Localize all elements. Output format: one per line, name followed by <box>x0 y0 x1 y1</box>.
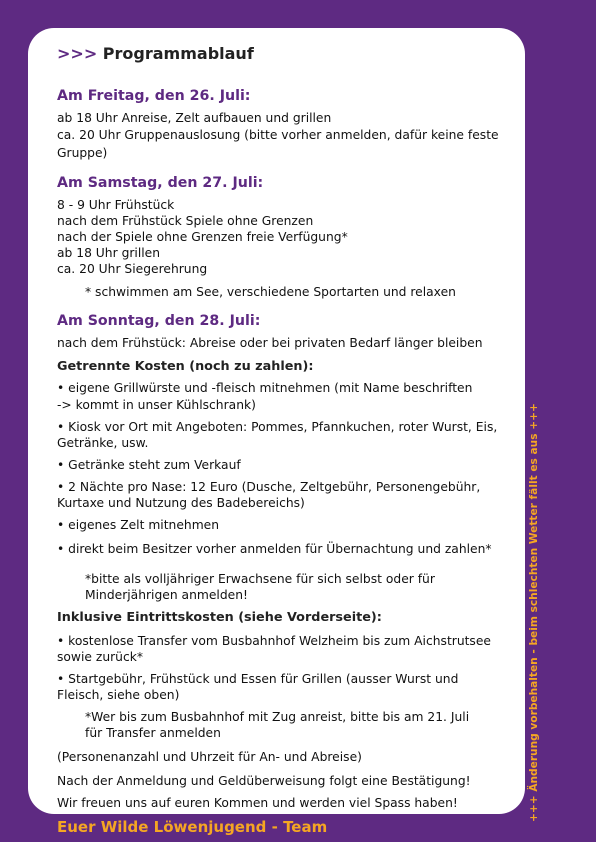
saturday-line: 8 - 9 Uhr Frühstück <box>57 198 175 212</box>
costs-item: • eigenes Zelt mitnehmen <box>57 518 220 532</box>
sunday-line: nach dem Frühstück: Abreise oder bei privaten Bedarf länger bleiben <box>57 336 483 350</box>
title-text: Programmablauf <box>102 44 254 63</box>
costs-heading: Getrennte Kosten (noch zu zahlen): <box>57 359 314 374</box>
friday-line: Gruppe) <box>57 146 108 160</box>
saturday-line: nach der Spiele ohne Grenzen freie Verfügung* <box>57 230 348 244</box>
friday-line: ca. 20 Uhr Gruppenauslosung (bitte vorher anmelden, dafür keine feste <box>57 128 499 142</box>
footer-signature: Euer Wilde Löwenjugend - Team <box>57 818 328 836</box>
saturday-heading: Am Samstag, den 27. Juli: <box>57 175 264 191</box>
sunday-heading: Am Sonntag, den 28. Juli: <box>57 313 261 329</box>
inclusive-heading: Inklusive Eintrittskosten (siehe Vorderseite): <box>57 610 382 625</box>
inclusive-item: • kostenlose Transfer vom Busbahnhof Welzheim bis zum Aichstrutsee <box>57 634 491 648</box>
friday-heading: Am Freitag, den 26. Juli: <box>57 88 251 104</box>
closing-line: (Personenanzahl und Uhrzeit für An- und Abreise) <box>57 750 362 764</box>
saturday-note: * schwimmen am See, verschiedene Sportarten und relaxen <box>85 285 456 299</box>
costs-item: • Kiosk vor Ort mit Angeboten: Pommes, Pfannkuchen, roter Wurst, Eis, <box>57 420 498 434</box>
costs-item: • 2 Nächte pro Nase: 12 Euro (Dusche, Zeltgebühr, Personengebühr, <box>57 480 481 494</box>
closing-line: Nach der Anmeldung und Geldüberweisung folgt eine Bestätigung! <box>57 774 471 788</box>
saturday-line: ab 18 Uhr grillen <box>57 246 161 260</box>
inclusive-item: • Startgebühr, Frühstück und Essen für Grillen (ausser Wurst und <box>57 672 459 686</box>
costs-item: Getränke, usw. <box>57 436 149 450</box>
saturday-line: nach dem Frühstück Spiele ohne Grenzen <box>57 214 314 228</box>
closing-line: Wir freuen uns auf euren Kommen und werden viel Spass haben! <box>57 796 458 810</box>
costs-item: • Getränke steht zum Verkauf <box>57 458 241 472</box>
inclusive-item: Fleisch, siehe oben) <box>57 688 180 702</box>
costs-item: • direkt beim Besitzer vorher anmelden für Übernachtung und zahlen* <box>57 542 492 556</box>
friday-line: ab 18 Uhr Anreise, Zelt aufbauen und grillen <box>57 111 332 125</box>
costs-note: *bitte als volljähriger Erwachsene für sich selbst oder für <box>85 572 435 586</box>
costs-item: Kurtaxe und Nutzung des Badebereichs) <box>57 496 305 510</box>
page-title <box>57 44 254 63</box>
inclusive-note: *Wer bis zum Busbahnhof mit Zug anreist, bitte bis am 21. Juli <box>85 710 470 724</box>
inclusive-item: sowie zurück* <box>57 650 144 664</box>
inclusive-note: für Transfer anmelden <box>85 726 221 740</box>
costs-note: Minderjährigen anmelden! <box>85 588 248 602</box>
saturday-line: ca. 20 Uhr Siegerehrung <box>57 262 208 276</box>
arrow-prefix: >>> <box>57 44 98 63</box>
side-note: +++ Änderung vorbehalten - beim schlechten Wetter fällt es aus +++ <box>528 403 540 822</box>
costs-item: -> kommt in unser Kühlschrank) <box>57 398 256 412</box>
costs-item: • eigene Grillwürste und -fleisch mitnehmen (mit Name beschriften <box>57 381 473 395</box>
